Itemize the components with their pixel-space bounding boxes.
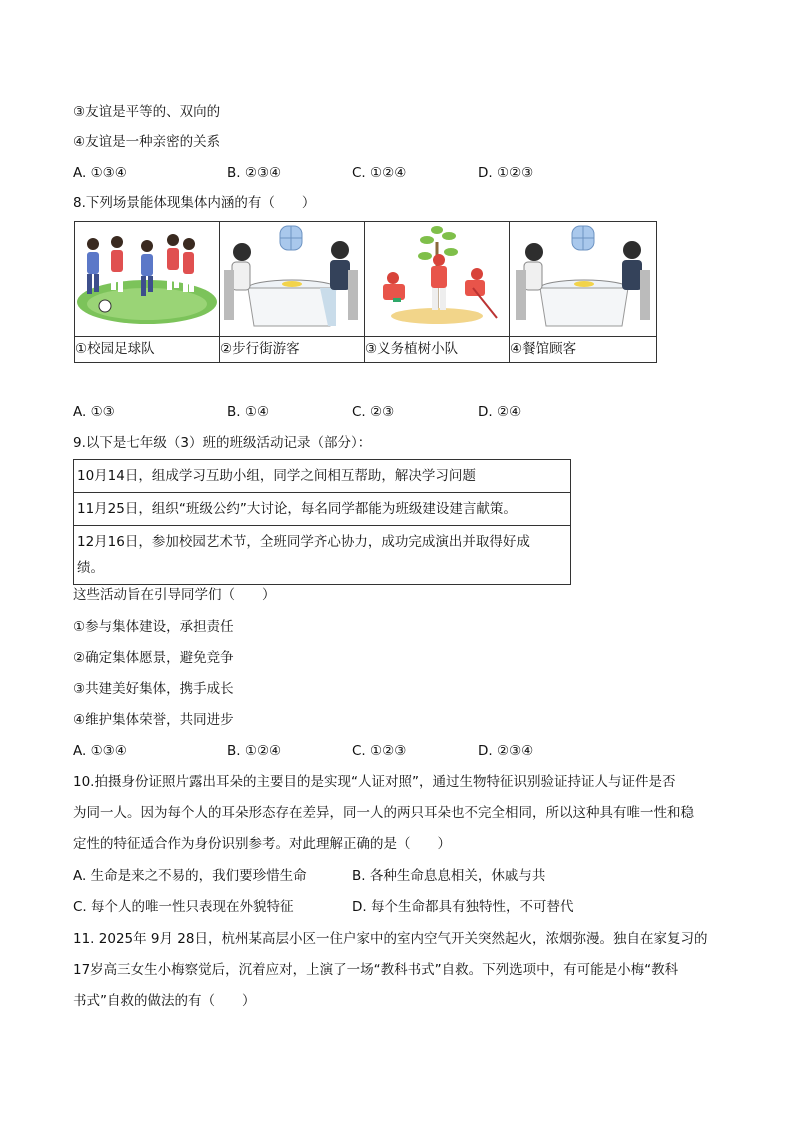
record-row-3	[74, 526, 571, 585]
q9-statement-2: ②确定集体愿景，避免竞争	[73, 650, 234, 666]
q7-option-a[interactable]: A. ①③④	[73, 165, 127, 181]
q11-stem-line-2: 17岁高三女生小梅察觉后，沉着应对，上演了一场“教科书式”自救。下列选项中，有可能是小梅“教科	[73, 962, 679, 978]
q8-stem: 8.下列场景能体现集体内涵的有（ ）	[73, 195, 316, 211]
q9-option-b[interactable]: B. ①②④	[227, 743, 282, 759]
q8-option-d[interactable]: D. ②④	[478, 404, 522, 420]
q7-option-c[interactable]: C. ①②④	[352, 165, 407, 181]
q10-stem-line-2: 为同一人。因为每个人的耳朵形态存在差异，同一人的两只耳朵也不完全相同，所以这种具有唯一性和稳	[73, 805, 694, 821]
q7-option-b[interactable]: B. ②③④	[227, 165, 282, 181]
q10-option-c[interactable]: C. 每个人的唯一性只表现在外貌特征	[73, 899, 294, 915]
soccer-team-illustration	[75, 222, 219, 332]
q10-option-d[interactable]: D. 每个生命都具有独特性，不可替代	[352, 899, 574, 915]
street-visitors-illustration	[220, 222, 364, 332]
record-row-1: 10月14日，组成学习互助小组，同学之间相互帮助，解决学习问题	[74, 460, 571, 493]
q11-stem-line-3: 书式”自救的做法的有（ ）	[73, 993, 256, 1009]
q7-option-d[interactable]: D. ①②③	[478, 165, 534, 181]
scene-pedestrians-image	[220, 222, 365, 337]
q11-stem-line-1: 11. 2025年 9月 28日，杭州某高层小区一住户家中的室内空气开关突然起火，浓烟弥漫。独自在家复习的	[73, 931, 708, 947]
record-row-3-line-2: 绩。	[77, 560, 104, 576]
record-row-3-line-1: 12月16日，参加校园艺术节，全班同学齐心协力，成功完成演出并取得好成	[77, 534, 530, 550]
caption-restaurant-diners: ④餐馆顾客	[510, 337, 657, 363]
q8-option-c[interactable]: C. ②③	[352, 404, 395, 420]
q10-option-b[interactable]: B. 各种生命息息相关，休戚与共	[352, 868, 546, 884]
q9-stem: 9.以下是七年级（3）班的班级活动记录（部分）：	[73, 435, 372, 451]
q9-option-c[interactable]: C. ①②③	[352, 743, 407, 759]
q8-scene-table	[74, 221, 657, 363]
caption-street-visitors: ②步行街游客	[220, 337, 365, 363]
q10-stem-line-3: 定性的特征适合作为身份识别参考。对此理解正确的是（ ）	[73, 836, 451, 852]
restaurant-diners-illustration	[510, 222, 656, 332]
q9-statement-3: ③共建美好集体，携手成长	[73, 681, 234, 697]
q7-statement-3: ③友谊是平等的、双向的	[73, 104, 221, 120]
q9-statement-4: ④维护集体荣誉，共同进步	[73, 712, 234, 728]
q9-option-a[interactable]: A. ①③④	[73, 743, 127, 759]
tree-planting-illustration	[365, 222, 509, 332]
q7-statement-4: ④友谊是一种亲密的关系	[73, 134, 221, 150]
caption-soccer-team: ①校园足球队	[75, 337, 220, 363]
scene-tree-planting-image	[365, 222, 510, 337]
q9-question: 这些活动旨在引导同学们（ ）	[73, 587, 276, 603]
scene-soccer-image	[75, 222, 220, 337]
q9-statement-1: ①参与集体建设，承担责任	[73, 619, 234, 635]
q8-option-b[interactable]: B. ①④	[227, 404, 270, 420]
record-row-2: 11月25日，组织“班级公约”大讨论，每名同学都能为班级建设建言献策。	[74, 493, 571, 526]
q9-record-table	[73, 459, 571, 585]
q8-option-a[interactable]: A. ①③	[73, 404, 115, 420]
q10-option-a[interactable]: A. 生命是来之不易的，我们要珍惜生命	[73, 868, 307, 884]
caption-tree-planting: ③义务植树小队	[365, 337, 510, 363]
scene-restaurant-image	[510, 222, 657, 337]
q10-stem-line-1: 10.拍摄身份证照片露出耳朵的主要目的是实现“人证对照”，通过生物特征识别验证持证人与证件是否	[73, 774, 676, 790]
q9-option-d[interactable]: D. ②③④	[478, 743, 534, 759]
